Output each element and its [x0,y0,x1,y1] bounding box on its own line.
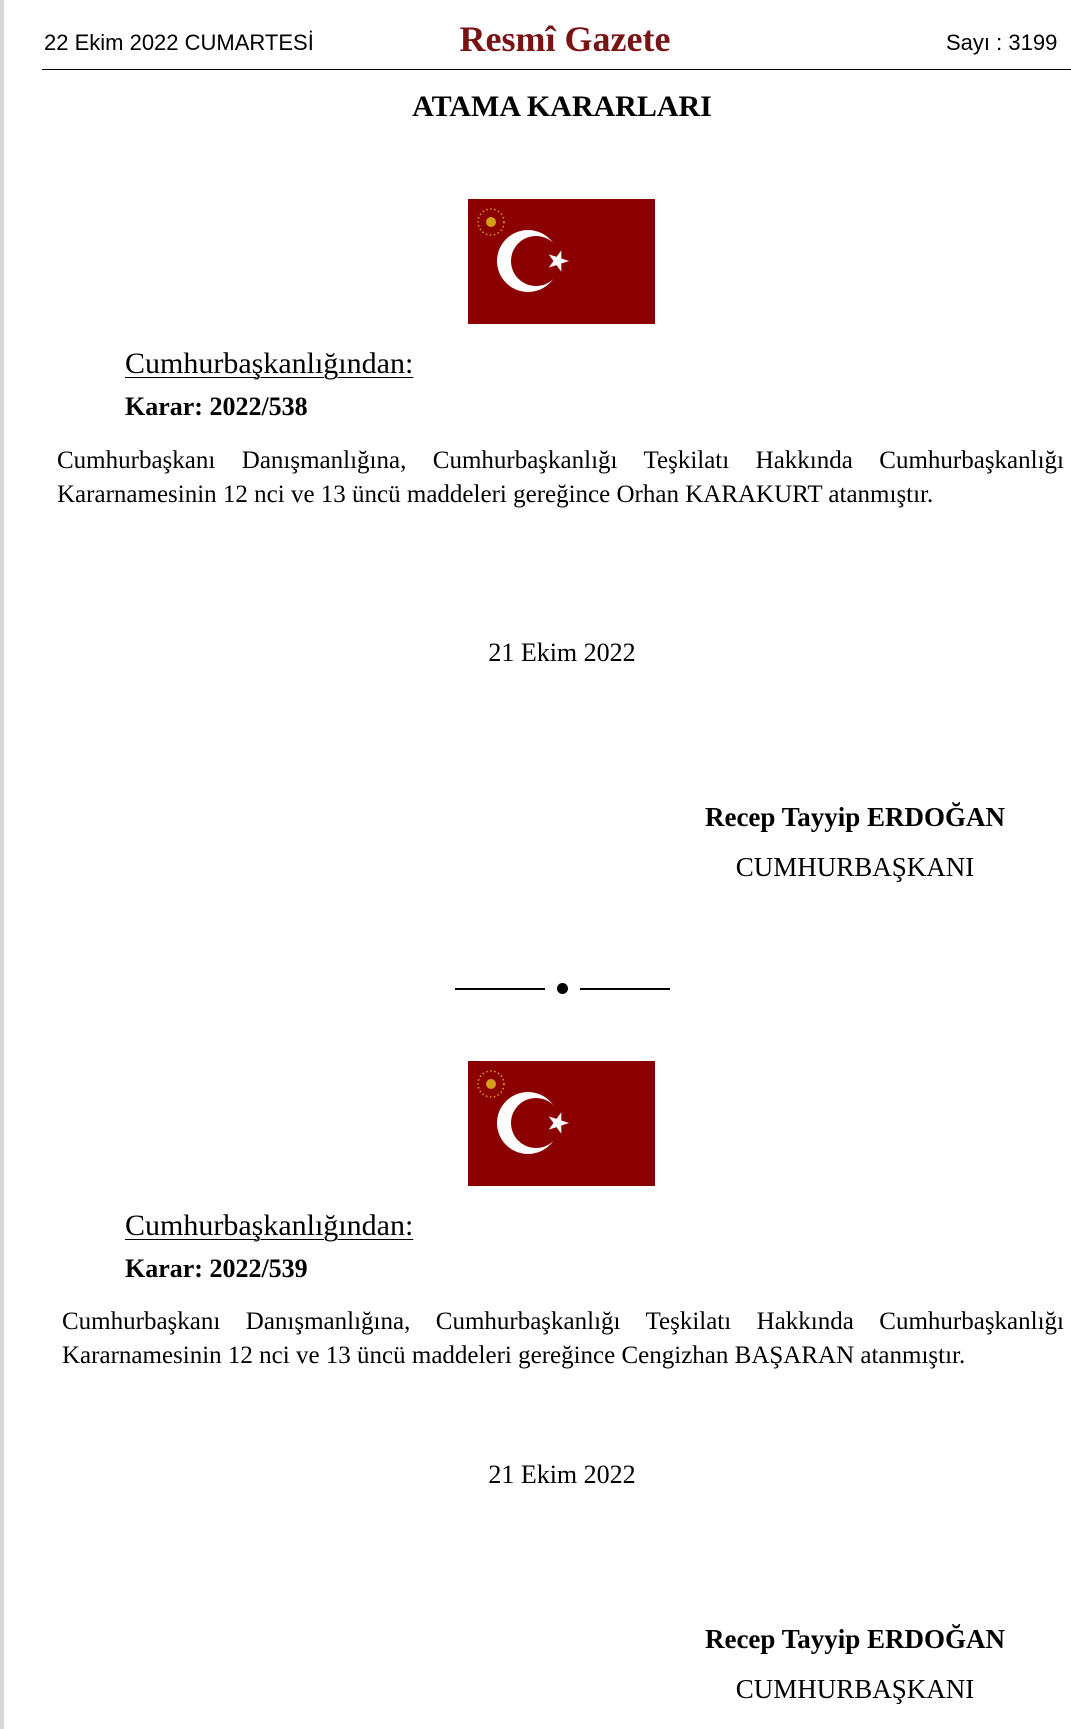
header-divider [42,69,1071,70]
issue-date: 22 Ekim 2022 CUMARTESİ [44,30,314,55]
decision-number: Karar: 2022/539 [125,1254,308,1283]
decision-number: Karar: 2022/538 [125,392,308,421]
section-separator [455,975,670,999]
decision-date: 21 Ekim 2022 [488,1460,636,1489]
signer-title: CUMHURBAŞKANI [735,1674,975,1704]
section-title: ATAMA KARARLARI [412,90,712,123]
decision-text: Cumhurbaşkanı Danışmanlığına, Cumhurbaşkanlığı Teşkilatı Hakkında Cumhurbaşkanlığı Kararnamesinin 12 nci ve 13 üncü maddeleri gereğince Orhan KARAKURT atanmıştır. [57,447,1064,508]
decision-date: 21 Ekim 2022 [488,638,636,667]
gazette-title: Resmî Gazete [459,19,671,59]
issue-number: Sayı : 3199 [946,30,1058,55]
issuer-heading: Cumhurbaşkanlığından: [125,1209,414,1242]
presidential-flag-icon [468,199,655,324]
presidential-flag-icon [468,1061,655,1186]
signer-name: Recep Tayyip ERDOĞAN [704,1624,1006,1654]
decision-text: Cumhurbaşkanı Danışmanlığına, Cumhurbaşkanlığı Teşkilatı Hakkında Cumhurbaşkanlığı Kararnamesinin 12 nci ve 13 üncü maddeleri gereğince Cengizhan BAŞARAN atanmıştır. [62,1308,1064,1369]
separator-line-left [455,988,545,990]
separator-dot [557,983,568,994]
issuer-heading: Cumhurbaşkanlığından: [125,347,414,380]
signer-title: CUMHURBAŞKANI [735,852,975,882]
separator-line-right [580,988,670,990]
signer-name: Recep Tayyip ERDOĞAN [704,802,1006,832]
